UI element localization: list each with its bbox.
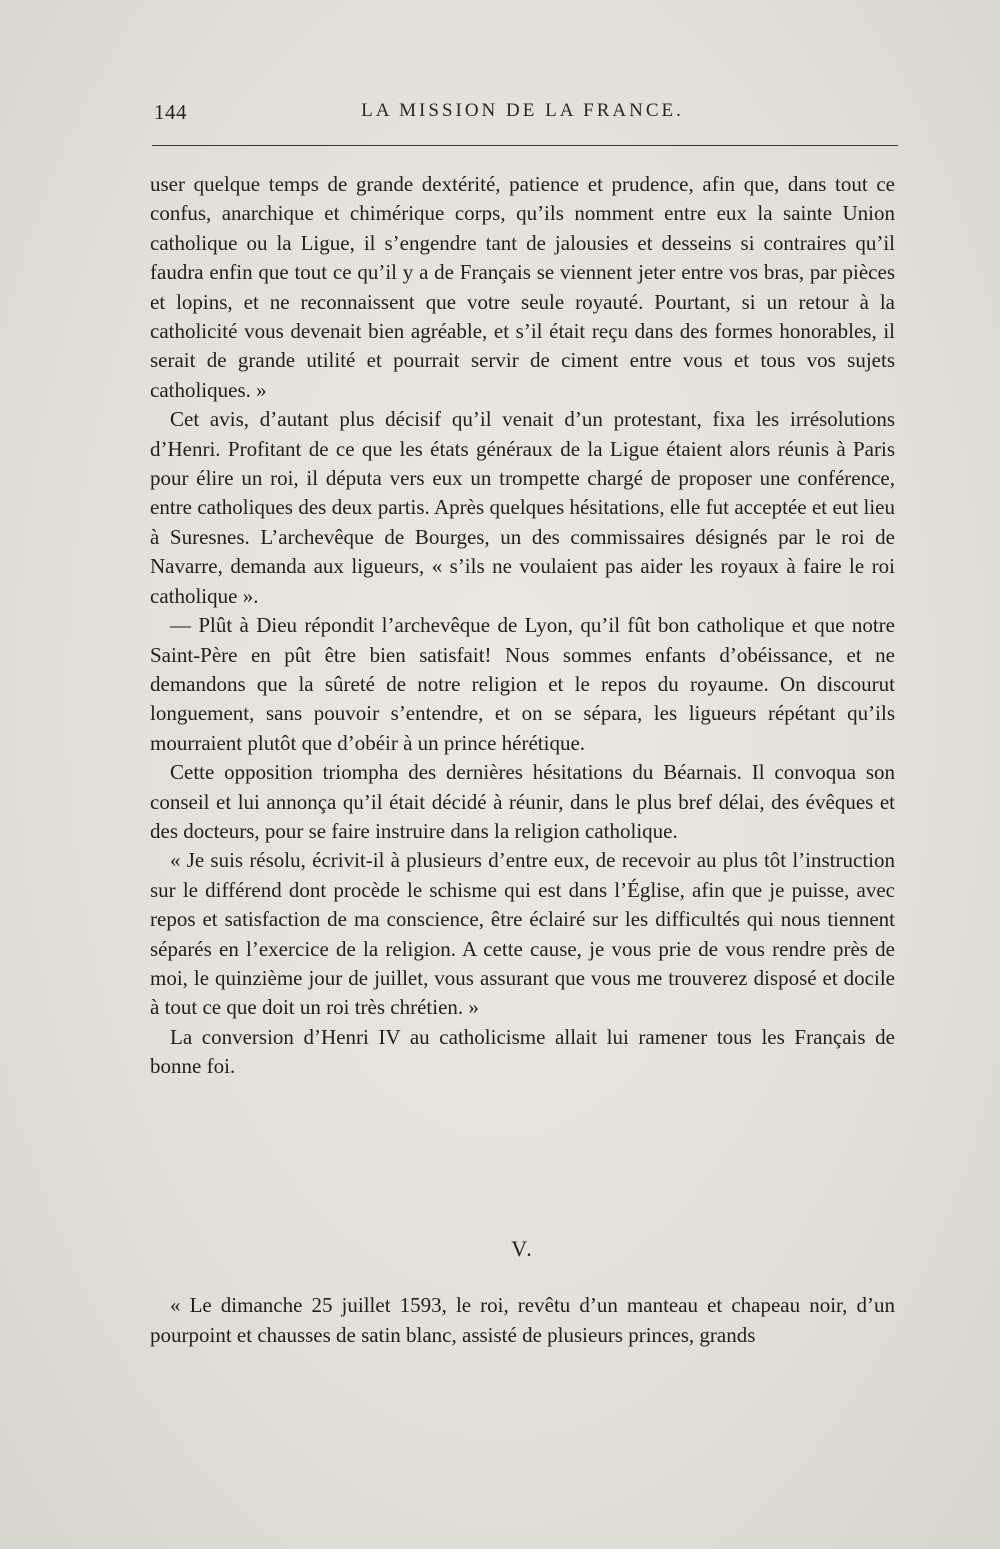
page-number: 144 xyxy=(154,100,187,124)
page-header xyxy=(150,96,895,130)
paragraph: Cet avis, d’autant plus décisif qu’il venait d’un protestant, fixa les irrésolutions d’Henri. Profitant de ce que les états généraux de la Ligue étaient alors réunis à Paris pour élire un roi, il députa vers eux un trompette chargé de proposer une conférence, entre catholiques des deux partis. Après quelques hésitations, elle fut acceptée et eut lieu à Suresnes. L’archevêque de Bourges, un des commissaires désignés par le roi de Navarre, demanda aux ligueurs, « s’ils ne voulaient pas aider les royaux à faire le roi catholique ». xyxy=(150,407,895,608)
paragraph: « Le dimanche 25 juillet 1593, le roi, revêtu d’un manteau et chapeau noir, d’un pourpoint et chausses de satin blanc, assisté de plusieurs princes, grands xyxy=(150,1293,895,1347)
paragraph: La conversion d’Henri IV au catholicisme allait lui ramener tous les Français de bonne foi. xyxy=(150,1024,895,1079)
paragraph: « Je suis résolu, écrivit-il à plusieurs d’entre eux, de recevoir au plus tôt l’instruction sur le différend dont procède le schisme qui est dans l’Église, afin que je puisse, avec repos et satisfaction de ma conscience, être éclairé sur les difficultés qui nous tiennent séparés en l’exercice de la religion. A cette cause, je vous prie de vous rendre près de moi, le quinzième jour de juillet, vous assurant que vous me trouverez disposé et docile à tout ce que doit un roi très chrétien. » xyxy=(150,848,895,1020)
paragraph: Cette opposition triompha des dernières hésitations du Béarnais. Il convoqua son conseil et lui annonça qu’il était décidé à réunir, dans le plus bref délai, des évêques et des docteurs, pour se faire instruire dans la religion catholique. xyxy=(150,760,895,843)
section-heading: V. xyxy=(511,1236,534,1261)
paragraph: user quelque temps de grande dextérité, patience et prudence, afin que, dans tout ce confus, anarchique et chimérique corps, qu’ils nomment entre eux la sainte Union catholique ou la Ligue, il s’engendre tant de jalousies et desseins si contraires qu’il faudra enfin que tout ce qu’il y a de Français se viennent jeter entre vos bras, par pièces et lopins, et ne reconnaissent que votre seule royauté. Pourtant, si un retour à la catholicité vous devenait bien agréable, et s’il était reçu dans des formes honorables, il serait de grande utilité et pourrait servir de ciment entre vous et tous vos sujets catholiques. » xyxy=(150,172,895,402)
paragraph: — Plût à Dieu répondit l’archevêque de Lyon, qu’il fût bon catholique et que notre Saint-Père en pût être bien satisfait! Nous sommes enfants d’obéissance, et ne demandons que la sûreté de notre religion et le repos du royaume. On discourut longuement, sans pouvoir s’entendre, et on se sépara, les ligueurs répétant qu’ils mourraient plutôt que d’obéir à un prince hérétique. xyxy=(150,613,895,755)
section-text xyxy=(150,1290,895,1350)
header-rule xyxy=(152,145,898,146)
main-text xyxy=(150,170,895,1082)
running-title: LA MISSION DE LA FRANCE. xyxy=(361,100,684,121)
